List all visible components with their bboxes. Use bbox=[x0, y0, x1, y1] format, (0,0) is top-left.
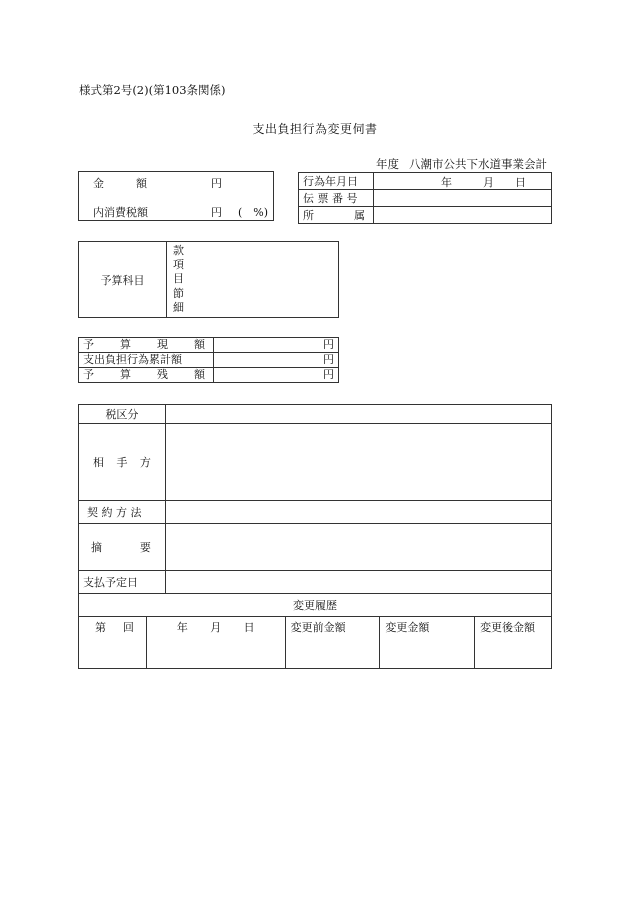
organization-line bbox=[376, 156, 547, 172]
tax-percent: ( %) bbox=[238, 206, 269, 219]
history-change-amount-column[interactable]: 変更金額 bbox=[380, 617, 475, 669]
budget-remaining-label: 予 算 残 額 bbox=[79, 368, 214, 383]
amount-label: 金 額 bbox=[93, 177, 147, 190]
budget-category-table bbox=[78, 241, 339, 318]
fiscal-year-suffix: 年度 bbox=[376, 157, 399, 171]
slip-number-label: 伝 票 番 号 bbox=[299, 190, 374, 207]
payment-date-field[interactable] bbox=[165, 571, 551, 594]
summary-field[interactable] bbox=[165, 524, 551, 571]
document-title: 支出負担行為変更伺書 bbox=[252, 122, 378, 136]
history-round-column[interactable]: 第 回 bbox=[79, 617, 147, 669]
commitment-total-label: 支出負担行為累計額 bbox=[79, 353, 214, 368]
main-details-table bbox=[78, 404, 552, 669]
department-field[interactable] bbox=[374, 207, 552, 224]
commitment-total-field[interactable]: 円 bbox=[214, 353, 339, 368]
action-date-label: 行為年月日 bbox=[299, 173, 374, 190]
department-label: 所 属 bbox=[299, 207, 374, 224]
action-date-field[interactable]: 年 月 日 bbox=[374, 173, 552, 190]
form-number-label: 様式第2号(2)(第103条関係) bbox=[79, 83, 226, 97]
budget-current-label: 予 算 現 額 bbox=[79, 338, 214, 353]
action-info-table bbox=[298, 172, 552, 224]
counterparty-field[interactable] bbox=[165, 424, 551, 501]
organization-name: 八潮市公共下水道事業会計 bbox=[409, 157, 547, 171]
budget-category-items[interactable]: 款 項 目 節 細 bbox=[167, 242, 339, 318]
budget-amounts-table bbox=[78, 337, 339, 383]
change-history-title: 変更履歴 bbox=[79, 594, 552, 617]
counterparty-label: 相 手 方 bbox=[79, 424, 166, 501]
history-after-amount-column[interactable]: 変更後金額 bbox=[475, 617, 552, 669]
history-date-column[interactable]: 年 月 日 bbox=[146, 617, 285, 669]
tax-amount-label: 内消費税額 bbox=[93, 206, 148, 219]
budget-remaining-field[interactable]: 円 bbox=[214, 368, 339, 383]
contract-method-label: 契 約 方 法 bbox=[79, 501, 166, 524]
payment-date-label: 支払予定日 bbox=[79, 571, 166, 594]
slip-number-field[interactable] bbox=[374, 190, 552, 207]
tax-class-field[interactable] bbox=[165, 405, 551, 424]
contract-method-field[interactable] bbox=[165, 501, 551, 524]
amount-yen-unit: 円 bbox=[211, 177, 222, 190]
amount-box bbox=[78, 171, 274, 221]
budget-category-label: 予算科目 bbox=[79, 242, 167, 318]
budget-current-field[interactable]: 円 bbox=[214, 338, 339, 353]
tax-yen-unit: 円 bbox=[211, 206, 222, 219]
history-before-amount-column[interactable]: 変更前金額 bbox=[285, 617, 380, 669]
summary-label: 摘 要 bbox=[79, 524, 166, 571]
tax-class-label: 税区分 bbox=[79, 405, 166, 424]
